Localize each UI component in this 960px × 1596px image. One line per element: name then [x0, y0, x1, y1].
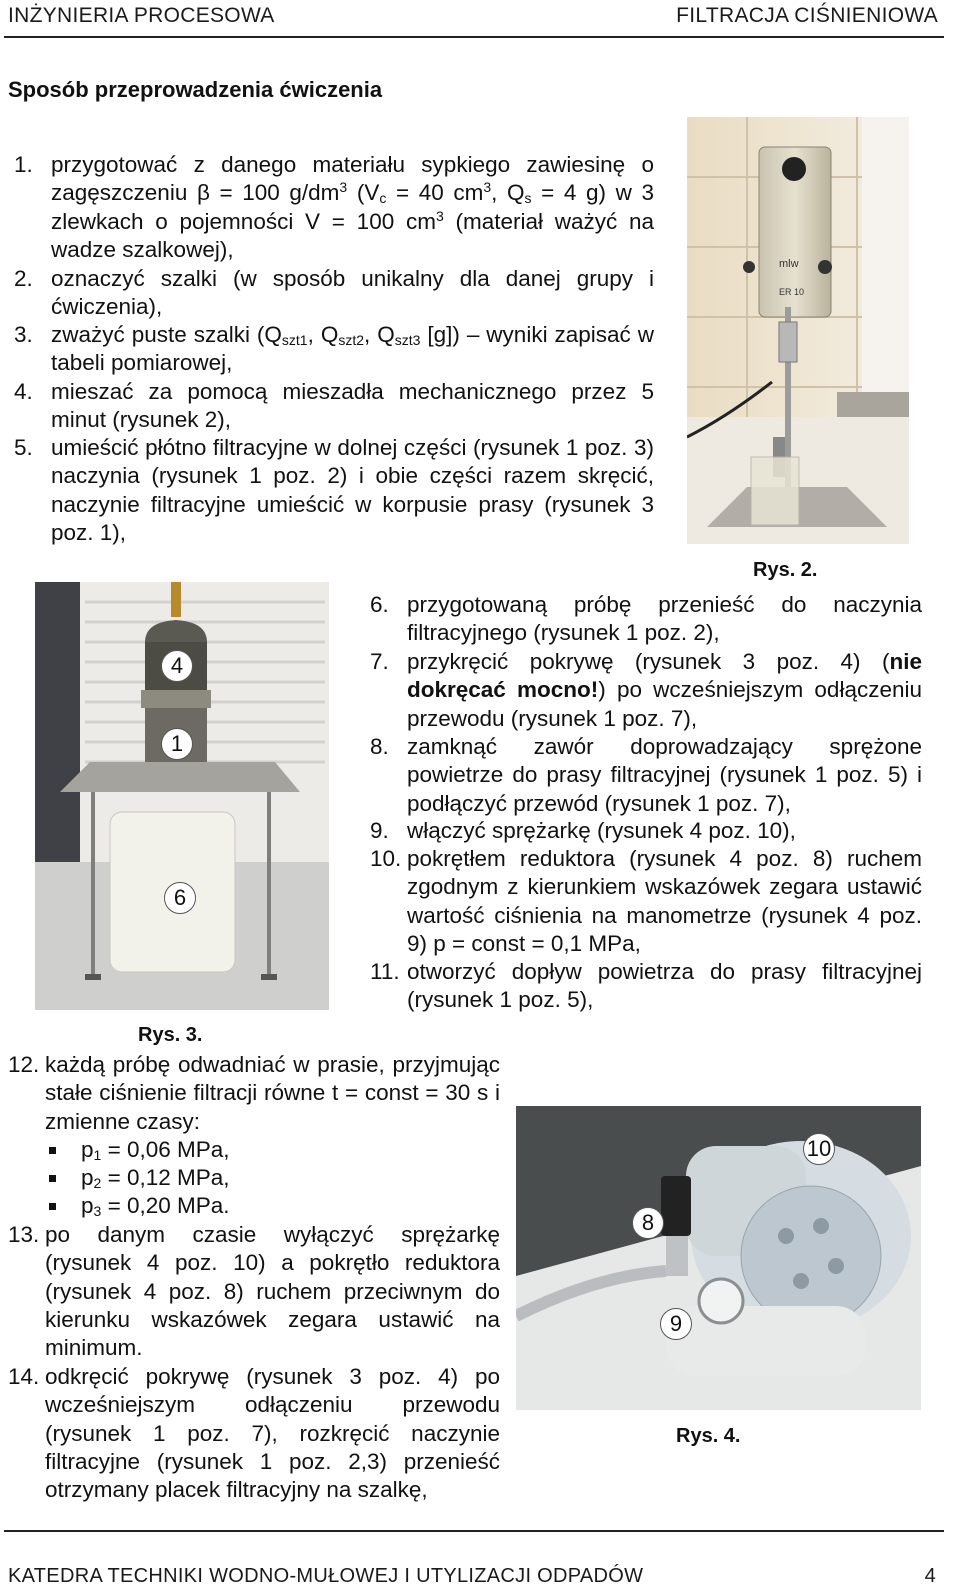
step-text: włączyć sprężarkę (rysunek 4 poz. 10),	[407, 818, 796, 843]
step-4	[14, 378, 654, 435]
step-number: 12.	[8, 1052, 40, 1077]
step-number: 8.	[370, 734, 389, 759]
figure-3-photo	[35, 582, 329, 1010]
step-number: 9.	[370, 818, 389, 843]
page-number: 4	[924, 1565, 936, 1587]
step-text: zważyć puste szalki ($Q_{szt1}$, $Q_{szt2}$, $Q_{szt3}$ [g]) – wyniki zapisać w tabeli pomiarowej,	[51, 322, 655, 376]
step-5	[14, 434, 654, 547]
step-2	[14, 265, 654, 322]
figure-2-photo	[687, 117, 909, 544]
header-rule	[4, 36, 944, 38]
figure-3-label: 4	[161, 650, 193, 682]
step-number: 14.	[8, 1364, 40, 1389]
step-text: umieścić płótno filtracyjne w dolnej części (rysunek 1 poz. 3) naczynia (rysunek 1 poz. 2) i obie części razem skręcić, naczynie filtracyjne umieścić w korpusie prasy (rysunek 3 poz. 1),	[51, 435, 654, 545]
step-number: 7.	[370, 649, 389, 674]
figure-4-photo	[516, 1106, 921, 1410]
step-11	[370, 958, 922, 1015]
footer-department: KATEDRA TECHNIKI WODNO-MUŁOWEJ I UTYLIZACJI ODPADÓW	[8, 1565, 644, 1587]
figure-3-caption: Rys. 3.	[138, 1024, 203, 1046]
step-7	[370, 648, 922, 733]
step-text: odkręcić pokrywę (rysunek 3 poz. 4) po wcześniejszym odłączeniu przewodu (rysunek 1 poz. 7), rozkręcić naczynie filtracyjne (rysunek 1 poz. 2,3) przenieść otrzymany placek filtracyjny na szalkę,	[45, 1364, 500, 1503]
step-text: mieszać za pomocą mieszadła mechanicznego przez 5 minut (rysunek 2),	[51, 379, 654, 433]
figure-4-label: 8	[632, 1207, 664, 1239]
step-number: 3.	[14, 322, 33, 347]
figure-4-label: 10	[803, 1133, 835, 1165]
step-text: przygotowaną próbę przenieść do naczynia filtracyjnego (rysunek 1 poz. 2),	[407, 592, 922, 646]
footer-rule	[4, 1530, 944, 1532]
svg-text:ER 10: ER 10	[779, 287, 805, 297]
step-10	[370, 845, 922, 958]
svg-text:mlw: mlw	[779, 258, 799, 270]
step-number: 13.	[8, 1222, 40, 1247]
step-number: 4.	[14, 379, 33, 404]
step-14	[8, 1363, 500, 1504]
section-title: Sposób przeprowadzenia ćwiczenia	[8, 77, 383, 102]
step-1	[14, 151, 654, 264]
step-number: 6.	[370, 592, 389, 617]
step-text: zamknąć zawór doprowadzający sprężone powietrze do prasy filtracyjnej (rysunek 1 poz. 5) i podłączyć przewód (rysunek 1 poz. 7),	[407, 734, 922, 816]
step-text: każdą próbę odwadniać w prasie, przyjmując stałe ciśnienie filtracji równe t = const = 30 s i zmienne czasy:	[45, 1052, 500, 1134]
pressure-list	[8, 1136, 500, 1221]
step-12	[8, 1051, 500, 1221]
step-8	[370, 733, 922, 818]
step-text: oznaczyć szalki (w sposób unikalny dla danej grupy i ćwiczenia),	[51, 266, 654, 320]
step-number: 5.	[14, 435, 33, 460]
header-right: FILTRACJA CIŚNIENIOWA	[676, 4, 938, 27]
step-text: przygotować z danego materiału sypkiego zawiesinę o zagęszczeniu β = 100 $g/dm^3$ ($V_c = 40$ $cm^3$, $Q_s = 4$ g) w 3 zlewkach o pojemności V = 100 $cm^3$ (materiał ważyć na wadze szalkowej),	[51, 152, 655, 262]
stirrer-illustration	[687, 117, 909, 544]
step-3	[14, 321, 654, 378]
figure-3-label: 1	[161, 728, 193, 760]
step-text: pokrętłem reduktora (rysunek 4 poz. 8) ruchem zgodnym z kierunkiem wskazówek zegara ustawić wartość ciśnienia na manometrze (rysunek 4 poz. 9) p = const = 0,1 MPa,	[407, 846, 922, 956]
header-left: INŻYNIERIA PROCESOWA	[8, 4, 275, 27]
step-6	[370, 591, 922, 648]
step-number: 2.	[14, 266, 33, 291]
figure-4-label: 9	[660, 1308, 692, 1340]
step-number: 10.	[370, 846, 402, 871]
pressure-item: $p_2 = 0,12$ MPa,	[45, 1164, 500, 1192]
pressure-item: $p_3 = 0,20$ MPa.	[45, 1192, 500, 1220]
step-text: otworzyć dopływ powietrza do prasy filtracyjnej (rysunek 1 poz. 5),	[407, 959, 922, 1013]
compressor-illustration	[516, 1106, 921, 1410]
step-text: przykręcić pokrywę (rysunek 3 poz. 4) (nie dokręcać mocno!) po wcześniejszym odłączeniu przewodu (rysunek 1 poz. 7),	[407, 649, 922, 731]
step-13	[8, 1221, 500, 1362]
step-number: 1.	[14, 152, 33, 177]
pressure-item: $p_1 = 0,06$ MPa,	[45, 1136, 500, 1164]
figure-4-caption: Rys. 4.	[676, 1425, 741, 1447]
warning-text: nie dokręcać mocno!	[407, 649, 922, 703]
figure-3-label: 6	[164, 882, 196, 914]
step-text: po danym czasie wyłączyć sprężarkę (rysunek 4 poz. 10) a pokrętło reduktora (rysunek 4 poz. 8) ruchem przeciwnym do kierunku wskazówek zegara ustawić na minimum.	[45, 1222, 500, 1361]
filter-press-illustration	[35, 582, 329, 1010]
figure-2-caption: Rys. 2.	[753, 559, 818, 581]
step-number: 11.	[370, 959, 400, 984]
step-9	[370, 817, 922, 845]
